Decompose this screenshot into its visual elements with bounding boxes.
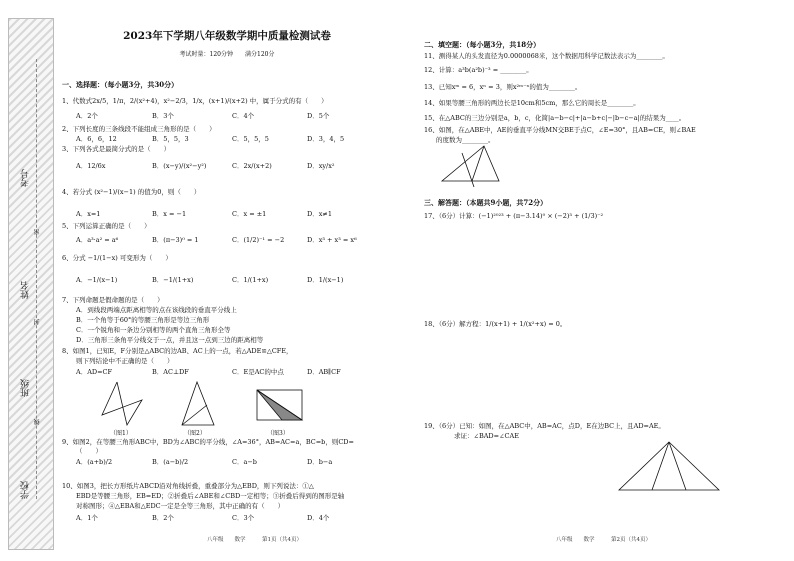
- q5-option-b: B．(π−3)⁰ = 1: [152, 236, 199, 244]
- figure-1-caption: （图1）: [110, 430, 132, 437]
- q1-option-a: A．2个: [76, 112, 98, 120]
- question-19-line2: 求证：∠BAD=∠CAE: [454, 432, 519, 440]
- question-1: 1、代数式2x/5，1/π，2/(x²+4)，x²−2/3，1/x，(x+1)/(x+2) 中，属于分式的有（ ）: [62, 97, 328, 105]
- q5-option-a: A．a³·a² = a⁶: [76, 236, 119, 244]
- figure-1: [97, 380, 147, 430]
- q7-option-b: B．一个角等于60°的等腰三角形是等边三角形: [76, 316, 210, 324]
- seal-line: [36, 59, 37, 499]
- figure-q19: [614, 440, 724, 495]
- banji-label: 班级: [21, 379, 31, 397]
- question-15: 15、在△ABC的三边分别是a，b，c，化简|a−b−c|+|a−b+c|−|b−c−a|的结果为____。: [424, 114, 686, 122]
- q1-option-d: D．5个: [307, 112, 330, 120]
- q3-option-b: B．(x−y)/(x²−y²): [152, 162, 207, 170]
- q8-option-b: B．AC⊥DF: [152, 368, 189, 376]
- question-3: 3、下列各式是最简分式的是（ ）: [62, 145, 171, 153]
- question-18: 18、（6分）解方程：1/(x+1) + 1/(x²+x) = 0。: [424, 320, 567, 328]
- q7-option-c: C．一个锐角和一条边分别相等的两个直角三角形全等: [76, 326, 231, 334]
- exam-title: 2023年下学期八年级数学期中质量检测试卷: [123, 30, 331, 42]
- q1-option-c: C．4个: [232, 112, 255, 120]
- q3-option-a: A．12/6x: [76, 162, 106, 170]
- exam-subtitle: 考试时量：120分钟 满分120分: [179, 51, 275, 58]
- question-8-line2: 则下列结论中不正确的是（ ）: [76, 357, 174, 365]
- q2-option-b: B．5，5，3: [152, 135, 189, 143]
- q7-option-a: A．到线段两端点距离相等的点在该线段的垂直平分线上: [76, 306, 237, 314]
- question-13: 13、已知xᵐ = 6，xⁿ = 3，则x²ᵐ⁻ⁿ的值为________。: [424, 83, 582, 91]
- q10-option-c: C．3个: [232, 514, 255, 522]
- q6-option-a: A．−1/(x−1): [76, 276, 118, 284]
- q10-option-d: D．4个: [307, 514, 330, 522]
- xingming-label: 姓名: [21, 281, 31, 299]
- binding-strip: [8, 18, 54, 550]
- q8-option-a: A．AD=CF: [76, 368, 113, 376]
- question-16: 16、如图，在△ABE中，AE的垂直平分线MN交BE于点C，∠E=30°，且AB=CE，则∠BAE: [424, 126, 696, 134]
- left-footer: 八年级 数学 第1页（共4页）: [207, 537, 302, 543]
- q3-option-c: C．2x/(x+2): [232, 162, 272, 170]
- q4-option-a: A．x=1: [76, 210, 101, 218]
- question-16-line2: 的度数为________。: [436, 136, 495, 144]
- q1-option-b: B．3个: [152, 112, 174, 120]
- q9-option-d: D．b−a: [307, 458, 333, 466]
- seal-xian: 线: [34, 419, 41, 425]
- question-19: 19、（6分）已知：如图，在△ABC中，AB=AC，点D，E在边BC上，且AD=AE。: [424, 422, 665, 430]
- q6-option-d: D．1/(x−1): [307, 276, 344, 284]
- q8-option-d: D．AB∥CF: [307, 368, 341, 376]
- section-choice: 一、选择题：（每小题3分，共30分）: [62, 80, 179, 89]
- q9-option-c: C．a−b: [232, 458, 257, 466]
- question-4: 4、若分式 (x²−1)/(x−1) 的值为0，则（ ）: [62, 188, 201, 196]
- q9-option-b: B．(a−b)/2: [152, 458, 189, 466]
- question-10: 10、如图3，把长方形纸片ABCD沿对角线折叠，重叠部分为△EBD，则下列说法：①△: [62, 482, 314, 490]
- question-6: 6、分式 −1/(1−x) 可变形为（ ）: [62, 254, 172, 262]
- q2-option-c: C．5，5，5: [232, 135, 269, 143]
- q10-option-a: A．1个: [76, 514, 98, 522]
- question-8: 8、如图1，已知E，F分别是△ABC的边AB、AC上的一点，若△ADE≌△CFE，: [62, 347, 293, 355]
- q5-option-d: D．x³ + x³ = x⁶: [307, 236, 357, 244]
- q2-option-d: D．3，4，5: [307, 135, 345, 143]
- q7-option-d: D．三角形三条角平分线交于一点，并且这一点到三边的距离相等: [76, 336, 264, 344]
- seal-feng: 封: [34, 319, 41, 325]
- question-14: 14、如果等腰三角形的两边长是10cm和5cm，那么它的周长是________。: [424, 99, 640, 107]
- q6-option-c: C．1/(1+x): [232, 276, 269, 284]
- kaohao-label: 考号: [21, 169, 31, 187]
- q6-option-b: B．−1/(1+x): [152, 276, 194, 284]
- q2-option-a: A．6，6，12: [76, 135, 117, 143]
- question-7: 7、下列命题是假命题的是（ ）: [62, 296, 164, 304]
- seal-mi: 密: [34, 229, 41, 235]
- q4-option-b: B．x = −1: [152, 210, 187, 218]
- xuexiao-label: 学校: [21, 481, 31, 499]
- figure-q16: [434, 143, 504, 188]
- figure-3-caption: （图3）: [267, 430, 289, 437]
- section-solve: 三、解答题：（本题共9小题，共72分）: [424, 198, 548, 207]
- figure-2-caption: （图2）: [184, 430, 206, 437]
- question-12: 12、计算：a³b(a²b)⁻³ = ________。: [424, 66, 533, 74]
- q4-option-d: D．x≠1: [307, 210, 332, 218]
- question-10-line2: EBD是等腰三角形，EB=ED；②折叠后∠ABE和∠CBD一定相等；③折叠后得到的图形是轴: [76, 492, 345, 500]
- section-fill: 二、填空题：（每小题3分，共18分）: [424, 40, 541, 49]
- figure-2: [172, 380, 222, 430]
- q10-option-b: B．2个: [152, 514, 174, 522]
- question-5: 5、下列运算正确的是（ ）: [62, 222, 151, 230]
- right-footer: 八年级 数学 第2页（共4页）: [556, 537, 651, 543]
- question-11: 11、测得某人的头发直径为0.0000068米，这个数据用科学记数法表示为________。: [424, 52, 669, 60]
- q5-option-c: C．(1/2)⁻¹ = −2: [232, 236, 285, 244]
- q9-option-a: A．(a+b)/2: [76, 458, 113, 466]
- question-2: 2、下列长度的三条线段不能组成三角形的是（ ）: [62, 125, 216, 133]
- q4-option-c: C．x = ±1: [232, 210, 267, 218]
- question-10-line3: 对称图形；④△EBA和△EDC一定是全等三角形，其中正确的有（ ）: [76, 502, 285, 510]
- question-9: 9、如图2，在等腰三角形ABC中，BD为∠ABC的平分线，∠A=36°，AB=AC=a，BC=b，则CD=: [62, 438, 354, 446]
- q8-option-c: C．E是AC的中点: [232, 368, 284, 376]
- figure-3: [252, 380, 307, 430]
- q3-option-d: D．xy/x²: [307, 162, 335, 170]
- question-9-line2: （ ）: [76, 447, 102, 455]
- question-17: 17、（6分）计算：(−1)²⁰²³ + (π−3.14)⁰ × (−2)³ + (1/3)⁻²: [424, 212, 604, 220]
